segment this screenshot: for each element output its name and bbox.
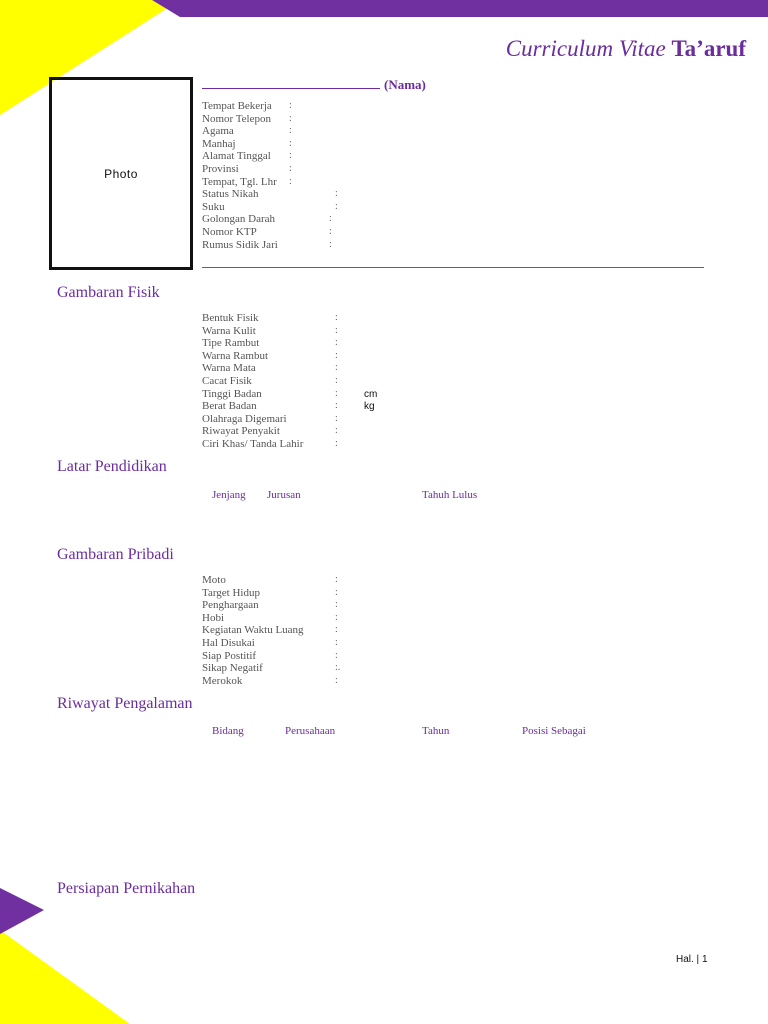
field-label: Agama — [202, 125, 234, 138]
field-colon: : — [335, 324, 338, 336]
field-colon: : — [335, 312, 338, 323]
field-colon: : — [335, 624, 338, 636]
field-label: Cacat Fisik — [202, 375, 252, 387]
col-posisi-sebagai: Posisi Sebagai — [522, 725, 586, 737]
height-unit: cm — [364, 389, 378, 400]
col-perusahaan: Perusahaan — [285, 725, 336, 737]
field-colon: :. — [335, 662, 341, 674]
field-label: Nomor KTP — [202, 226, 257, 238]
field-label: Bentuk Fisik — [202, 312, 259, 324]
field-colon: : — [289, 150, 292, 162]
field-label: Provinsi — [202, 163, 239, 175]
col-tahun-lulus: Tahuh Lulus — [422, 489, 478, 501]
name-row — [202, 77, 426, 93]
col-tahun: Tahun — [422, 725, 450, 737]
section-latar-pendidikan: Latar Pendidikan — [57, 458, 167, 475]
document-title — [506, 36, 746, 62]
photo-label: Photo — [104, 166, 138, 181]
field-colon: : — [335, 637, 338, 648]
field-label: Alamat Tinggal — [202, 150, 271, 163]
photo-placeholder — [49, 77, 193, 270]
field-label: Target Hidup — [202, 586, 260, 599]
field-label: Tempat, Tgl. Lhr — [202, 175, 277, 188]
field-label: Merokok — [202, 674, 243, 687]
field-colon: : — [335, 337, 338, 349]
field-colon: : — [335, 611, 338, 623]
field-colon: : — [335, 362, 338, 374]
field-label: Moto — [202, 574, 226, 586]
field-label: Golongan Darah — [202, 213, 276, 226]
field-label: Warna Rambut — [202, 349, 269, 362]
field-label: Suku — [202, 200, 225, 213]
field-colon: : — [335, 349, 338, 361]
field-label: Rumus Sidik Jari — [202, 238, 278, 251]
field-colon: : — [329, 226, 332, 237]
field-label: Berat Badan — [202, 400, 257, 413]
weight-unit: kg — [364, 401, 375, 412]
field-label: Hobi — [202, 611, 224, 624]
field-label: Riwayat Penyakit — [202, 425, 280, 438]
field-label: Warna Mata — [202, 362, 256, 375]
title-italic: Curriculum Vitae — [505, 36, 666, 61]
field-colon: : — [335, 599, 338, 611]
top-purple-bar — [152, 0, 768, 17]
field-label: Hal Disukai — [202, 637, 255, 649]
section-persiapan-pernikahan: Persiapan Pernikahan — [57, 880, 196, 897]
field-label: Siap Postitif — [202, 649, 257, 662]
col-bidang: Bidang — [212, 725, 244, 737]
field-label: Tinggi Badan — [202, 387, 262, 400]
field-colon: : — [335, 188, 338, 200]
field-label: Kegiatan Waktu Luang — [202, 624, 304, 637]
field-colon: : — [335, 438, 338, 449]
section-riwayat-pengalaman: Riwayat Pengalaman — [57, 695, 193, 712]
field-colon: : — [329, 238, 332, 250]
field-colon: : — [289, 175, 292, 187]
field-label: Tempat Bekerja — [202, 100, 272, 112]
field-colon: : — [335, 674, 338, 686]
field-colon: : — [289, 100, 292, 111]
field-label: Nomor Telepon — [202, 112, 271, 125]
title-bold: Ta’aruf — [671, 36, 746, 61]
field-colon: : — [335, 200, 338, 212]
field-colon: : — [335, 400, 338, 412]
bottom-purple-triangle — [0, 888, 44, 934]
field-label: Status Nikah — [202, 188, 259, 201]
field-colon: : — [335, 649, 338, 661]
page-number: Hal. | 1 — [676, 954, 708, 965]
field-colon: : — [289, 163, 292, 174]
field-label: Olahraga Digemari — [202, 412, 287, 425]
field-label: Warna Kulit — [202, 324, 256, 337]
field-label: Manhaj — [202, 137, 236, 150]
field-colon: : — [329, 213, 332, 225]
name-label: (Nama) — [384, 77, 426, 92]
field-colon: : — [289, 112, 292, 124]
name-blank-line — [202, 78, 380, 89]
field-colon: : — [335, 425, 338, 437]
field-label: Ciri Khas/ Tanda Lahir — [202, 438, 304, 450]
col-jenjang: Jenjang — [212, 489, 246, 501]
field-colon: : — [335, 574, 338, 585]
field-colon: : — [335, 586, 338, 598]
field-label: Penghargaan — [202, 599, 259, 612]
field-colon: : — [289, 137, 292, 149]
section-gambaran-fisik: Gambaran Fisik — [57, 284, 160, 301]
field-colon: : — [335, 412, 338, 424]
field-colon: : — [335, 387, 338, 399]
field-label: Tipe Rambut — [202, 337, 260, 350]
section-gambaran-pribadi: Gambaran Pribadi — [57, 546, 174, 563]
header-divider — [202, 267, 704, 268]
field-label: Sikap Negatif — [202, 662, 263, 675]
field-colon: : — [335, 375, 338, 386]
col-jurusan: Jurusan — [267, 489, 301, 501]
field-colon: : — [289, 125, 292, 137]
